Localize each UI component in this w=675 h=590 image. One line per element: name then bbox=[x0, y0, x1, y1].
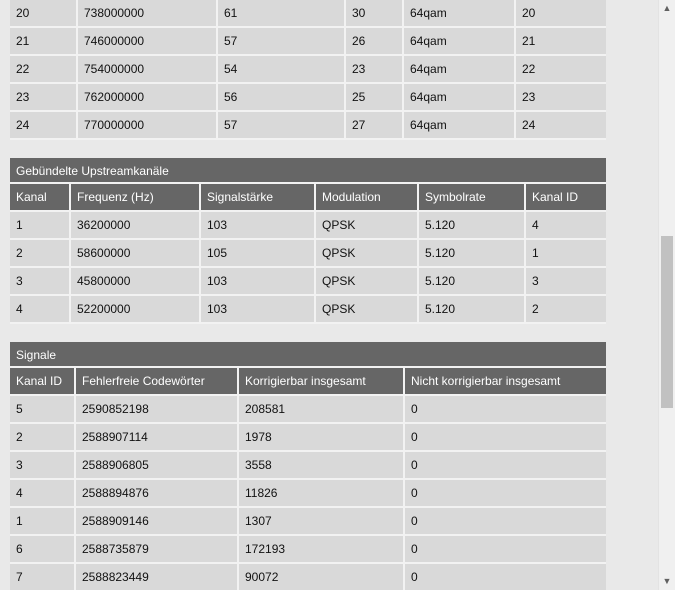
table-cell: 754000000 bbox=[78, 56, 218, 84]
table-cell: 2588823449 bbox=[76, 564, 239, 590]
table-cell: 20 bbox=[10, 0, 78, 28]
table-cell: 52200000 bbox=[71, 296, 201, 324]
downstream-table bbox=[10, 0, 606, 140]
scroll-up-arrow-icon[interactable]: ▲ bbox=[662, 3, 672, 13]
table-row bbox=[10, 56, 606, 84]
table-cell: QPSK bbox=[316, 296, 419, 324]
table-cell: 30 bbox=[346, 0, 404, 28]
table-cell: 3 bbox=[10, 452, 76, 480]
table-cell: 23 bbox=[10, 84, 78, 112]
upstream-column-header: Signalstärke bbox=[201, 184, 316, 212]
table-row bbox=[10, 564, 606, 590]
table-cell: 3 bbox=[10, 268, 71, 296]
table-row bbox=[10, 296, 606, 324]
status-content bbox=[10, 0, 606, 590]
table-cell: 2588907114 bbox=[76, 424, 239, 452]
table-cell: 7 bbox=[10, 564, 76, 590]
table-cell: 105 bbox=[201, 240, 316, 268]
table-cell: 0 bbox=[405, 396, 606, 424]
table-cell: 24 bbox=[10, 112, 78, 140]
table-cell: 57 bbox=[218, 28, 346, 56]
table-cell: 1 bbox=[10, 212, 71, 240]
signals-section-title: Signale bbox=[10, 342, 606, 368]
table-row bbox=[10, 396, 606, 424]
table-cell: 103 bbox=[201, 212, 316, 240]
signals-header-row bbox=[10, 368, 606, 396]
table-cell: QPSK bbox=[316, 240, 419, 268]
table-cell: 36200000 bbox=[71, 212, 201, 240]
table-cell: 24 bbox=[516, 112, 606, 140]
signals-column-header: Kanal ID bbox=[10, 368, 76, 396]
table-row bbox=[10, 508, 606, 536]
table-cell: 6 bbox=[10, 536, 76, 564]
signals-table-body bbox=[10, 396, 606, 590]
table-cell: 56 bbox=[218, 84, 346, 112]
table-row bbox=[10, 480, 606, 508]
table-cell: 1 bbox=[526, 240, 606, 268]
table-cell: 172193 bbox=[239, 536, 405, 564]
signals-table bbox=[10, 368, 606, 590]
table-cell: 11826 bbox=[239, 480, 405, 508]
vertical-scrollbar[interactable] bbox=[658, 0, 675, 590]
table-cell: 57 bbox=[218, 112, 346, 140]
table-cell: 26 bbox=[346, 28, 404, 56]
table-row bbox=[10, 212, 606, 240]
table-cell: 5.120 bbox=[419, 240, 526, 268]
upstream-column-header: Modulation bbox=[316, 184, 419, 212]
signals-column-header: Fehlerfreie Codewörter bbox=[76, 368, 239, 396]
table-cell: 1307 bbox=[239, 508, 405, 536]
table-cell: 22 bbox=[10, 56, 78, 84]
table-cell: 54 bbox=[218, 56, 346, 84]
table-cell: 0 bbox=[405, 536, 606, 564]
table-cell: 4 bbox=[526, 212, 606, 240]
table-cell: 64qam bbox=[404, 84, 516, 112]
table-cell: 5.120 bbox=[419, 296, 526, 324]
table-cell: 4 bbox=[10, 296, 71, 324]
table-cell: 5 bbox=[10, 396, 76, 424]
upstream-table bbox=[10, 184, 606, 324]
table-cell: 25 bbox=[346, 84, 404, 112]
table-cell: 23 bbox=[346, 56, 404, 84]
table-cell: 64qam bbox=[404, 28, 516, 56]
table-cell: 738000000 bbox=[78, 0, 218, 28]
scrollbar-thumb[interactable] bbox=[661, 236, 673, 408]
table-row bbox=[10, 240, 606, 268]
table-row bbox=[10, 536, 606, 564]
table-cell: QPSK bbox=[316, 268, 419, 296]
table-cell: 0 bbox=[405, 480, 606, 508]
table-row bbox=[10, 112, 606, 140]
table-cell: 0 bbox=[405, 452, 606, 480]
table-cell: 21 bbox=[516, 28, 606, 56]
table-cell: 103 bbox=[201, 268, 316, 296]
table-row bbox=[10, 28, 606, 56]
table-cell: 2588909146 bbox=[76, 508, 239, 536]
signals-column-header: Korrigierbar insgesamt bbox=[239, 368, 405, 396]
table-cell: 2588906805 bbox=[76, 452, 239, 480]
table-cell: 61 bbox=[218, 0, 346, 28]
downstream-table-body bbox=[10, 0, 606, 140]
table-cell: 103 bbox=[201, 296, 316, 324]
upstream-column-header: Kanal ID bbox=[526, 184, 606, 212]
upstream-section-title: Gebündelte Upstreamkanäle bbox=[10, 158, 606, 184]
upstream-column-header: Frequenz (Hz) bbox=[71, 184, 201, 212]
table-cell: 762000000 bbox=[78, 84, 218, 112]
table-row bbox=[10, 0, 606, 28]
table-cell: 64qam bbox=[404, 56, 516, 84]
table-cell: 2 bbox=[526, 296, 606, 324]
table-cell: 0 bbox=[405, 564, 606, 590]
table-cell: 2588894876 bbox=[76, 480, 239, 508]
table-cell: 2 bbox=[10, 240, 71, 268]
table-cell: 22 bbox=[516, 56, 606, 84]
table-cell: 45800000 bbox=[71, 268, 201, 296]
table-cell: 1 bbox=[10, 508, 76, 536]
table-cell: 2 bbox=[10, 424, 76, 452]
table-cell: 2590852198 bbox=[76, 396, 239, 424]
upstream-header-row bbox=[10, 184, 606, 212]
table-cell: 5.120 bbox=[419, 212, 526, 240]
table-cell: 208581 bbox=[239, 396, 405, 424]
table-cell: 5.120 bbox=[419, 268, 526, 296]
table-cell: 21 bbox=[10, 28, 78, 56]
table-cell: 746000000 bbox=[78, 28, 218, 56]
table-cell: 20 bbox=[516, 0, 606, 28]
table-cell: 90072 bbox=[239, 564, 405, 590]
table-cell: 0 bbox=[405, 508, 606, 536]
table-cell: 770000000 bbox=[78, 112, 218, 140]
table-cell: 64qam bbox=[404, 0, 516, 28]
upstream-table-body bbox=[10, 212, 606, 324]
upstream-column-header: Kanal bbox=[10, 184, 71, 212]
table-cell: 27 bbox=[346, 112, 404, 140]
table-cell: 23 bbox=[516, 84, 606, 112]
upstream-column-header: Symbolrate bbox=[419, 184, 526, 212]
table-cell: 64qam bbox=[404, 112, 516, 140]
table-row bbox=[10, 268, 606, 296]
table-cell: 58600000 bbox=[71, 240, 201, 268]
signals-column-header: Nicht korrigierbar insgesamt bbox=[405, 368, 606, 396]
table-cell: 4 bbox=[10, 480, 76, 508]
table-cell: 0 bbox=[405, 424, 606, 452]
table-cell: 1978 bbox=[239, 424, 405, 452]
table-row bbox=[10, 424, 606, 452]
table-cell: QPSK bbox=[316, 212, 419, 240]
table-cell: 3 bbox=[526, 268, 606, 296]
table-row bbox=[10, 84, 606, 112]
table-cell: 3558 bbox=[239, 452, 405, 480]
table-cell: 2588735879 bbox=[76, 536, 239, 564]
table-row bbox=[10, 452, 606, 480]
scroll-down-arrow-icon[interactable]: ▼ bbox=[662, 576, 672, 586]
